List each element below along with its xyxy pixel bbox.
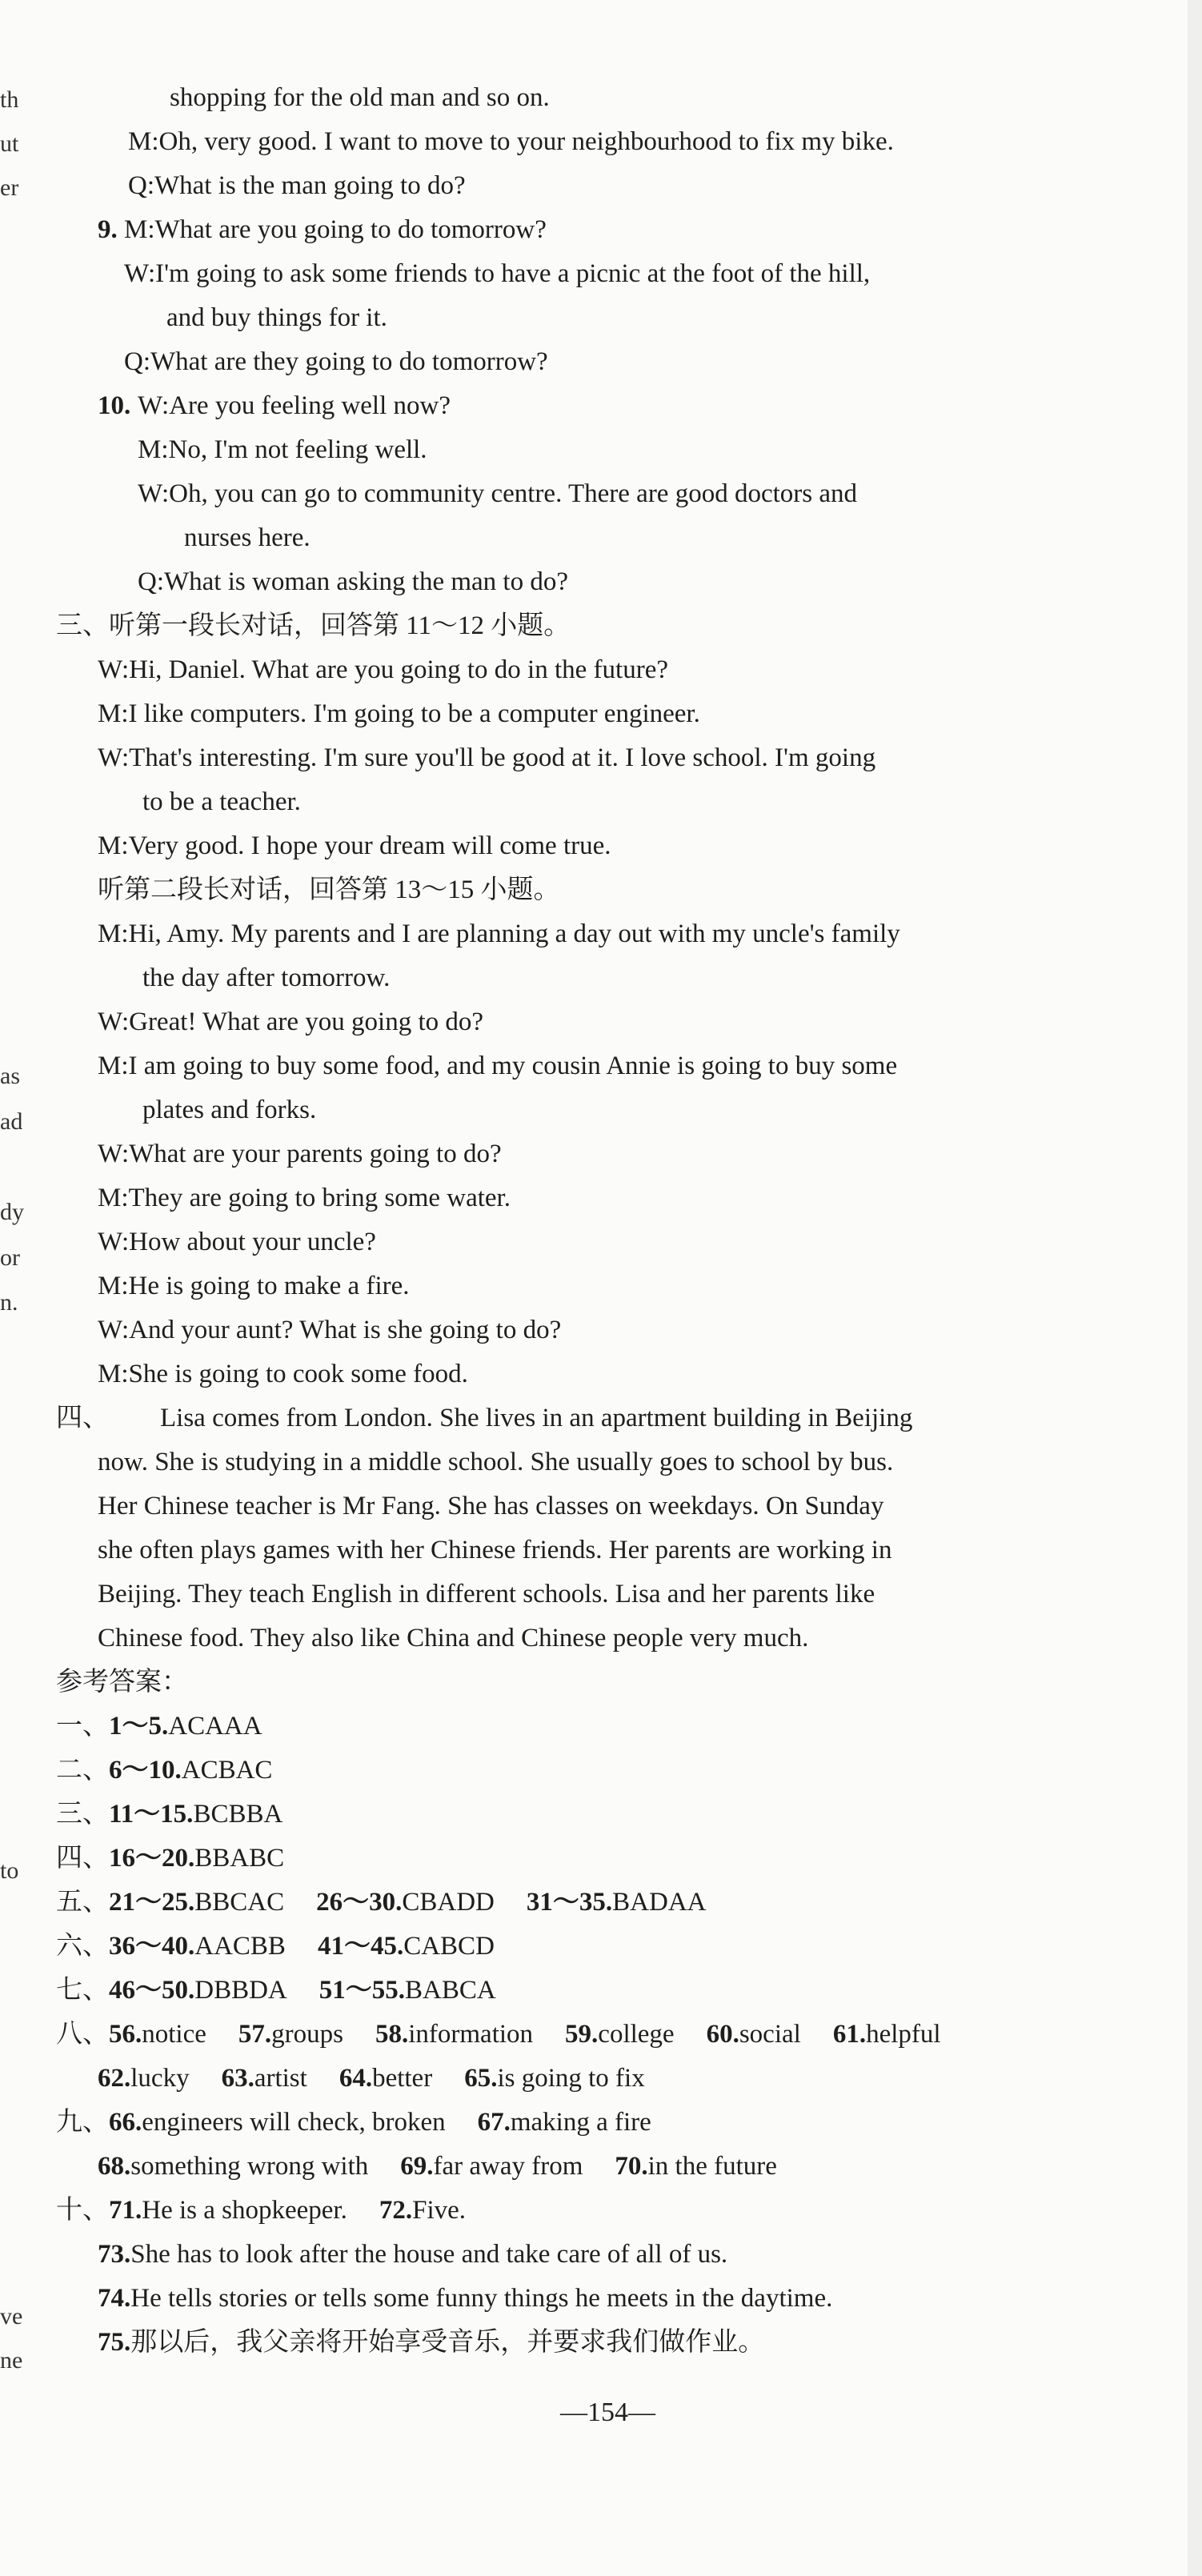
answer-row	[56, 1841, 284, 1876]
dialogue-line	[98, 740, 875, 775]
answer-section-label: 二、	[56, 1756, 109, 1785]
answer-row	[56, 1709, 262, 1744]
dialogue-line	[124, 256, 870, 291]
answer-group	[109, 2020, 206, 2049]
speaker-label: W	[98, 1316, 122, 1344]
answer-number: 16～20.	[109, 1844, 195, 1873]
speaker-label: M	[138, 435, 162, 464]
speaker-label: W	[98, 743, 122, 772]
answer-number: 6～10.	[109, 1756, 182, 1785]
answer-row	[98, 2061, 645, 2096]
answer-text: He is a shopkeeper.	[142, 2196, 347, 2225]
dialogue-line	[98, 652, 668, 687]
dialogue-line	[98, 696, 700, 731]
answer-text: making a fire	[510, 2108, 651, 2137]
question-number: 9.	[98, 215, 118, 244]
dialogue-line	[184, 520, 311, 555]
answer-group	[222, 2064, 307, 2093]
answer-text: information	[408, 2020, 534, 2049]
answer-text: in the future	[647, 2152, 777, 2181]
answer-section-label: 七、	[56, 1976, 109, 2005]
speaker-colon: :	[161, 479, 170, 508]
margin-fragment: n.	[0, 1289, 18, 1316]
margin-fragment: as	[0, 1063, 20, 1089]
scan-edge	[1188, 0, 1202, 2576]
answer-section-label: 六、	[56, 1932, 109, 1961]
dialogue-text: shopping for the old man and so on.	[170, 83, 550, 112]
speaker-colon: :	[156, 567, 165, 596]
answer-text: notice	[142, 2020, 206, 2049]
answer-group	[318, 1932, 495, 1961]
passage-line: Beijing. They teach English in different schools. Lisa and her parents like	[98, 1580, 875, 1608]
answer-number: 26～30.	[316, 1888, 403, 1917]
answer-number: 68.	[98, 2152, 131, 2181]
section-heading: 三、听第一段长对话，回答第 11～12 小题。	[56, 611, 571, 640]
speaker-label: M	[98, 831, 122, 860]
answer-number: 56.	[109, 2020, 142, 2049]
answer-number: 64.	[339, 2064, 373, 2093]
answer-group	[527, 1888, 707, 1917]
answer-number: 70.	[615, 2152, 648, 2181]
speaker-colon: :	[121, 655, 130, 684]
dialogue-text: How about your uncle?	[129, 1228, 376, 1256]
answer-group	[109, 1800, 282, 1829]
answer-text: BCBBA	[193, 1800, 283, 1829]
answer-row	[98, 2149, 777, 2184]
speaker-colon: :	[147, 215, 155, 244]
answer-group	[379, 2196, 466, 2225]
answer-row	[56, 1973, 496, 2008]
answer-number: 60.	[706, 2020, 739, 2049]
dialogue-line	[128, 124, 894, 159]
dialogue-line	[142, 784, 301, 819]
answer-number: 57.	[238, 2020, 272, 2049]
speaker-colon: :	[121, 743, 130, 772]
answer-section-label: 九、	[56, 2108, 109, 2137]
answer-group	[109, 1976, 287, 2005]
answer-group	[464, 2064, 645, 2093]
answer-text: engineers will check, broken	[142, 2108, 446, 2137]
dialogue-text: What are they going to do tomorrow?	[150, 347, 548, 376]
speaker-label: M	[98, 699, 122, 728]
answer-text: ACBAC	[181, 1756, 273, 1785]
answer-text: lucky	[130, 2064, 190, 2093]
answer-number: 31～35.	[526, 1888, 613, 1917]
answer-group	[319, 1976, 496, 2005]
answer-group	[109, 1712, 262, 1741]
dialogue-line	[124, 344, 548, 379]
dialogue-line	[98, 828, 611, 863]
passage-line: Chinese food. They also like China and Chinese people very much.	[98, 1624, 809, 1653]
passage-line: Her Chinese teacher is Mr Fang. She has classes on weekdays. On Sunday	[98, 1492, 884, 1520]
margin-fragment: ad	[0, 1108, 23, 1135]
answer-number: 61.	[832, 2020, 867, 2049]
margin-fragment: th	[0, 86, 19, 113]
dialogue-line	[98, 1356, 468, 1392]
answer-row	[56, 2193, 466, 2228]
dialogue-text: What are you going to do tomorrow?	[154, 215, 547, 244]
dialogue-line	[142, 960, 390, 996]
answer-number: 58.	[375, 2020, 409, 2049]
answer-number: 69.	[400, 2152, 434, 2181]
dialogue-line	[98, 1180, 511, 1216]
answer-text: better	[372, 2064, 433, 2093]
dialogue-text: plates and forks.	[142, 1096, 317, 1124]
answer-text: far away from	[433, 2152, 583, 2181]
answer-number: 66.	[109, 2108, 142, 2137]
answer-text: BADAA	[612, 1888, 707, 1917]
answer-number: 65.	[464, 2064, 498, 2093]
speaker-label: M	[98, 1052, 122, 1080]
speaker-label: M	[128, 127, 152, 156]
answer-text: She has to look after the house and take care of all of us.	[130, 2240, 728, 2269]
answer-group	[316, 1888, 495, 1917]
answer-group	[109, 1888, 284, 1917]
dialogue-text: Very good. I hope your dream will come true.	[128, 831, 611, 860]
dialogue-text: to be a teacher.	[142, 787, 301, 816]
dialogue-line	[98, 1136, 502, 1172]
dialogue-text: That's interesting. I'm sure you'll be good at it. I love school. I'm going	[129, 743, 876, 772]
dialogue-line	[98, 1224, 376, 1260]
answer-text: BABCA	[405, 1976, 496, 2005]
speaker-colon: :	[121, 831, 129, 860]
answer-group	[615, 2152, 777, 2181]
margin-fragment: ne	[0, 2347, 23, 2374]
answer-row	[98, 2237, 727, 2272]
answer-text: artist	[254, 2064, 307, 2093]
passage-line: now. She is studying in a middle school. She usually goes to school by bus.	[98, 1448, 894, 1476]
answer-text: ACAAA	[168, 1712, 262, 1741]
margin-fragment: to	[0, 1857, 19, 1884]
dialogue-line	[98, 1004, 483, 1040]
answer-group	[109, 1844, 284, 1873]
dialogue-text: nurses here.	[184, 523, 311, 552]
answer-number: 46～50.	[109, 1976, 195, 2005]
answer-number: 72.	[379, 2196, 413, 2225]
speaker-colon: :	[121, 1228, 130, 1256]
speaker-colon: :	[121, 1272, 129, 1300]
answer-row	[56, 2017, 941, 2052]
answer-row	[56, 1797, 282, 1832]
answer-text: 那以后，我父亲将开始享受音乐，并要求我们做作业。	[130, 2328, 765, 2357]
speaker-label: W	[98, 1140, 122, 1168]
answer-group	[339, 2064, 432, 2093]
answer-group	[707, 2020, 801, 2049]
speaker-label: M	[98, 1272, 122, 1300]
answer-text: helpful	[866, 2020, 941, 2049]
speaker-label: W	[98, 655, 122, 684]
speaker-label: W	[98, 1008, 122, 1036]
answers-title: 参考答案：	[56, 1668, 188, 1697]
dialogue-text: Great! What are you going to do?	[129, 1008, 484, 1036]
answer-group	[833, 2020, 941, 2049]
margin-fragment: er	[0, 174, 19, 201]
speaker-label: W	[138, 479, 162, 508]
answer-group	[109, 2108, 446, 2137]
section-heading: 听第二段长对话，回答第 13～15 小题。	[98, 875, 560, 904]
answer-number: 73.	[98, 2240, 131, 2269]
dialogue-text: What is woman asking the man to do?	[164, 567, 568, 596]
answer-text: is going to fix	[497, 2064, 645, 2093]
dialogue-line	[138, 476, 857, 511]
answer-text: CABCD	[403, 1932, 495, 1961]
answer-text: social	[739, 2020, 801, 2049]
dialogue-text: He is going to make a fire.	[128, 1272, 410, 1300]
answer-text: college	[598, 2020, 675, 2049]
passage-line: Lisa comes from London. She lives in an apartment building in Beijing	[160, 1404, 913, 1432]
dialogue-line	[142, 1092, 316, 1128]
speaker-label: M	[124, 215, 148, 244]
dialogue-line	[128, 168, 466, 203]
dialogue-text: the day after tomorrow.	[142, 963, 391, 992]
answer-text: He tells stories or tells some funny things he meets in the daytime.	[130, 2284, 833, 2313]
answer-number: 41～45.	[317, 1932, 404, 1961]
dialogue-text: Oh, you can go to community centre. There are good doctors and	[169, 479, 857, 508]
answer-section-label: 十、	[56, 2196, 109, 2225]
dialogue-text: And your aunt? What is she going to do?	[129, 1316, 562, 1344]
dialogue-text: Hi, Amy. My parents and I are planning a day out with my uncle's family	[128, 919, 900, 948]
answer-section-label: 四、	[56, 1844, 109, 1873]
answer-group	[98, 2284, 832, 2313]
dialogue-text: Hi, Daniel. What are you going to do in the future?	[129, 655, 668, 684]
passage-line: she often plays games with her Chinese friends. Her parents are working in	[98, 1536, 892, 1564]
answer-row	[98, 2281, 832, 2316]
speaker-label: W	[124, 259, 148, 288]
speaker-colon: :	[161, 435, 169, 464]
answer-group	[98, 2064, 190, 2093]
answer-group	[565, 2020, 675, 2049]
answer-number: 51～55.	[319, 1976, 406, 2005]
answer-group	[238, 2020, 343, 2049]
answer-row	[98, 2325, 764, 2360]
answer-number: 1～5.	[109, 1712, 169, 1741]
speaker-colon: :	[161, 391, 170, 420]
answer-text: Five.	[412, 2196, 467, 2225]
dialogue-text: What are your parents going to do?	[129, 1140, 502, 1168]
dialogue-line	[124, 212, 547, 247]
speaker-colon: :	[147, 259, 156, 288]
speaker-label: Q	[128, 171, 147, 200]
dialogue-line	[98, 916, 900, 951]
answer-group	[375, 2020, 533, 2049]
answer-group	[109, 1756, 272, 1785]
dialogue-text: Oh, very good. I want to move to your neighbourhood to fix my bike.	[158, 127, 894, 156]
margin-fragment: dy	[0, 1199, 24, 1225]
section-label: 四、	[56, 1404, 109, 1432]
margin-fragment: ut	[0, 130, 19, 157]
margin-fragment: or	[0, 1244, 20, 1271]
answer-text: BBABC	[194, 1844, 285, 1873]
dialogue-line	[98, 1268, 410, 1304]
answer-group	[98, 2328, 764, 2357]
answer-section-label: 三、	[56, 1800, 109, 1829]
answer-row	[56, 1885, 707, 1920]
dialogue-line	[170, 80, 550, 115]
speaker-colon: :	[121, 1184, 129, 1212]
dialogue-text: They are going to bring some water.	[128, 1184, 511, 1212]
answer-number: 71.	[109, 2196, 142, 2225]
answer-number: 59.	[565, 2020, 599, 2049]
dialogue-text: No, I'm not feeling well.	[168, 435, 427, 464]
answer-section-label: 八、	[56, 2020, 109, 2049]
answer-text: AACBB	[194, 1932, 286, 1961]
answer-group	[400, 2152, 583, 2181]
answer-number: 75.	[98, 2328, 131, 2357]
speaker-colon: :	[121, 1360, 129, 1388]
answer-text: BBCAC	[194, 1888, 285, 1917]
answer-number: 11～15.	[109, 1800, 194, 1829]
speaker-colon: :	[121, 1052, 129, 1080]
dialogue-text: She is going to cook some food.	[128, 1360, 468, 1388]
speaker-label: M	[98, 1184, 122, 1212]
dialogue-line	[138, 564, 568, 599]
speaker-label: W	[98, 1228, 122, 1256]
dialogue-text: I like computers. I'm going to be a computer engineer.	[128, 699, 700, 728]
dialogue-text: I'm going to ask some friends to have a picnic at the foot of the hill,	[155, 259, 871, 288]
dialogue-text: What is the man going to do?	[154, 171, 466, 200]
speaker-colon: :	[142, 347, 151, 376]
speaker-label: W	[138, 391, 162, 420]
question-number: 10.	[98, 391, 131, 420]
speaker-colon: :	[121, 1008, 130, 1036]
dialogue-text: Are you feeling well now?	[169, 391, 451, 420]
speaker-label: Q	[138, 567, 157, 596]
dialogue-text: I am going to buy some food, and my cousin Annie is going to buy some	[128, 1052, 898, 1080]
answer-number: 21～25.	[109, 1888, 195, 1917]
speaker-colon: :	[146, 171, 155, 200]
speaker-colon: :	[121, 699, 129, 728]
answer-text: groups	[271, 2020, 343, 2049]
speaker-label: M	[98, 919, 122, 948]
speaker-colon: :	[151, 127, 159, 156]
dialogue-line	[98, 1048, 897, 1084]
answer-text: DBBDA	[194, 1976, 287, 2005]
answer-number: 67.	[477, 2108, 511, 2137]
dialogue-line	[98, 1312, 561, 1348]
dialogue-line	[166, 300, 387, 335]
answer-row	[56, 1753, 272, 1788]
speaker-colon: :	[121, 1140, 130, 1168]
answer-row	[56, 2105, 651, 2140]
answer-text: CBADD	[402, 1888, 495, 1917]
answer-number: 74.	[98, 2284, 131, 2313]
answer-group	[98, 2240, 727, 2269]
answer-group	[109, 1932, 286, 1961]
speaker-colon: :	[121, 919, 129, 948]
answer-group	[109, 2196, 347, 2225]
answer-number: 63.	[221, 2064, 254, 2093]
answer-section-label: 五、	[56, 1888, 109, 1917]
dialogue-line	[138, 388, 451, 423]
answer-number: 62.	[98, 2064, 131, 2093]
answer-row	[56, 1929, 495, 1964]
answer-group	[478, 2108, 651, 2137]
margin-fragment: ve	[0, 2303, 23, 2330]
speaker-label: Q	[124, 347, 143, 376]
page-number: —154—	[560, 2398, 655, 2427]
answer-number: 36～40.	[109, 1932, 195, 1961]
answer-group	[98, 2152, 368, 2181]
dialogue-text: and buy things for it.	[166, 303, 387, 332]
answer-text: something wrong with	[130, 2152, 369, 2181]
speaker-label: M	[98, 1360, 122, 1388]
dialogue-line	[138, 432, 427, 467]
speaker-colon: :	[121, 1316, 130, 1344]
answer-section-label: 一、	[56, 1712, 109, 1741]
